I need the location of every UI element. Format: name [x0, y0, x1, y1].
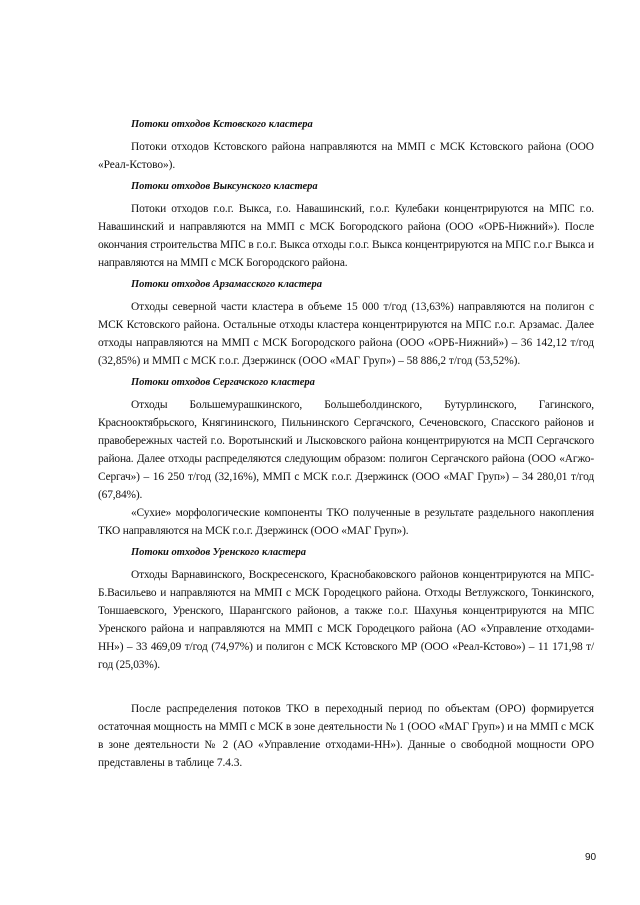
paragraph: Отходы северной части кластера в объеме 15 000 т/год (13,63%) направляются на полигон с МСК Кстовского района. Остальные отходы кластера концентрируются на МПС г.о.г. Арзамас. Далее отходы направляются на ММП с МСК Богородского района (ООО «ОРБ-Нижний») – 36 142,12 т/год (32,85%) и ММП с МСК г.о.г. Дзержинск (ООО «МАГ Груп») – 58 886,2 т/год (53,52%).: [98, 301, 594, 367]
paragraph: Отходы Большемурашкинского, Большеболдинского, Бутурлинского, Гагинского, Краснооктябрьского, Княгининского, Пильнинского Сергачского, Сеченовского, Спасского районов и правобережных частей г.о. Воротынский и Лысковского района концентрируются на МСП Сергачского района. Далее отходы распределяются следующим образом: полигон Сергачского района (ООО «Агжо-Сергач») – 16 250 т/год (32,16%), ММП с МСК г.о.г. Дзержинск (ООО «МАГ Груп») – 34 280,01 т/год (67,84%).: [98, 399, 594, 501]
paragraph: Потоки отходов Кстовского района направляются на ММП с МСК Кстовского района (ООО «Реал-Кстово»).: [98, 141, 594, 171]
section-sergach-cluster: [98, 376, 594, 540]
paragraph: Отходы Варнавинского, Воскресенского, Краснобаковского районов концентрируются на МПС-Б.Васильево и направляются на ММП с МСК Городецкого района. Отходы Ветлужского, Тонкинского, Тоншаевского, Уренского, Шарангского районов, а также г.о.г. Шахунья концентрируются на МПС Уренского района и направляются на ММП с МСК Городецкого района (АО «Управление отходами-НН») – 33 469,09 т/год (74,97%) и полигон с МСК Кстовского МР (ООО «Реал-Кстово») – 11 171,98 т/год (25,03%).: [98, 569, 594, 671]
paragraph: «Сухие» морфологические компоненты ТКО полученные в результате раздельного накопления ТКО направляются на МСК г.о.г. Дзержинск (ООО «МАГ Груп»).: [98, 507, 594, 537]
section-heading: Потоки отходов Сергачского кластера: [131, 377, 315, 388]
section-heading: Потоки отходов Арзамасского кластера: [131, 279, 322, 290]
page-number: 90: [585, 852, 597, 863]
section-heading: Потоки отходов Выксунского кластера: [131, 181, 318, 192]
section-uren-cluster: [98, 546, 594, 674]
document-body: [98, 118, 594, 772]
section-vyksa-cluster: [98, 180, 594, 272]
section-kstovo-cluster: [98, 118, 594, 174]
section-heading: Потоки отходов Кстовского кластера: [131, 119, 313, 130]
section-heading: Потоки отходов Уренского кластера: [131, 547, 307, 558]
section-arzamas-cluster: [98, 278, 594, 370]
paragraph: Потоки отходов г.о.г. Выкса, г.о. Навашинский, г.о.г. Кулебаки концентрируются на МПС г.о. Навашинский и направляются на ММП с МСК Богородского района (ООО «ОРБ-Нижний»). После окончания строительства МПС в г.о.г. Выкса отходы г.о.г. Выкса концентрируются на МПС г.о.г Выкса и направляются на ММП с МСК Богородского района.: [98, 203, 594, 269]
closing-paragraph: После распределения потоков ТКО в переходный период по объектам (ОРО) формируется остаточная мощность на ММП с МСК в зоне деятельности № 1 (ООО «МАГ Груп») и на ММП с МСК в зоне деятельности № 2 (АО «Управление отходами-НН»). Данные о свободной мощности ОРО представлены в таблице 7.4.3.: [98, 703, 594, 769]
